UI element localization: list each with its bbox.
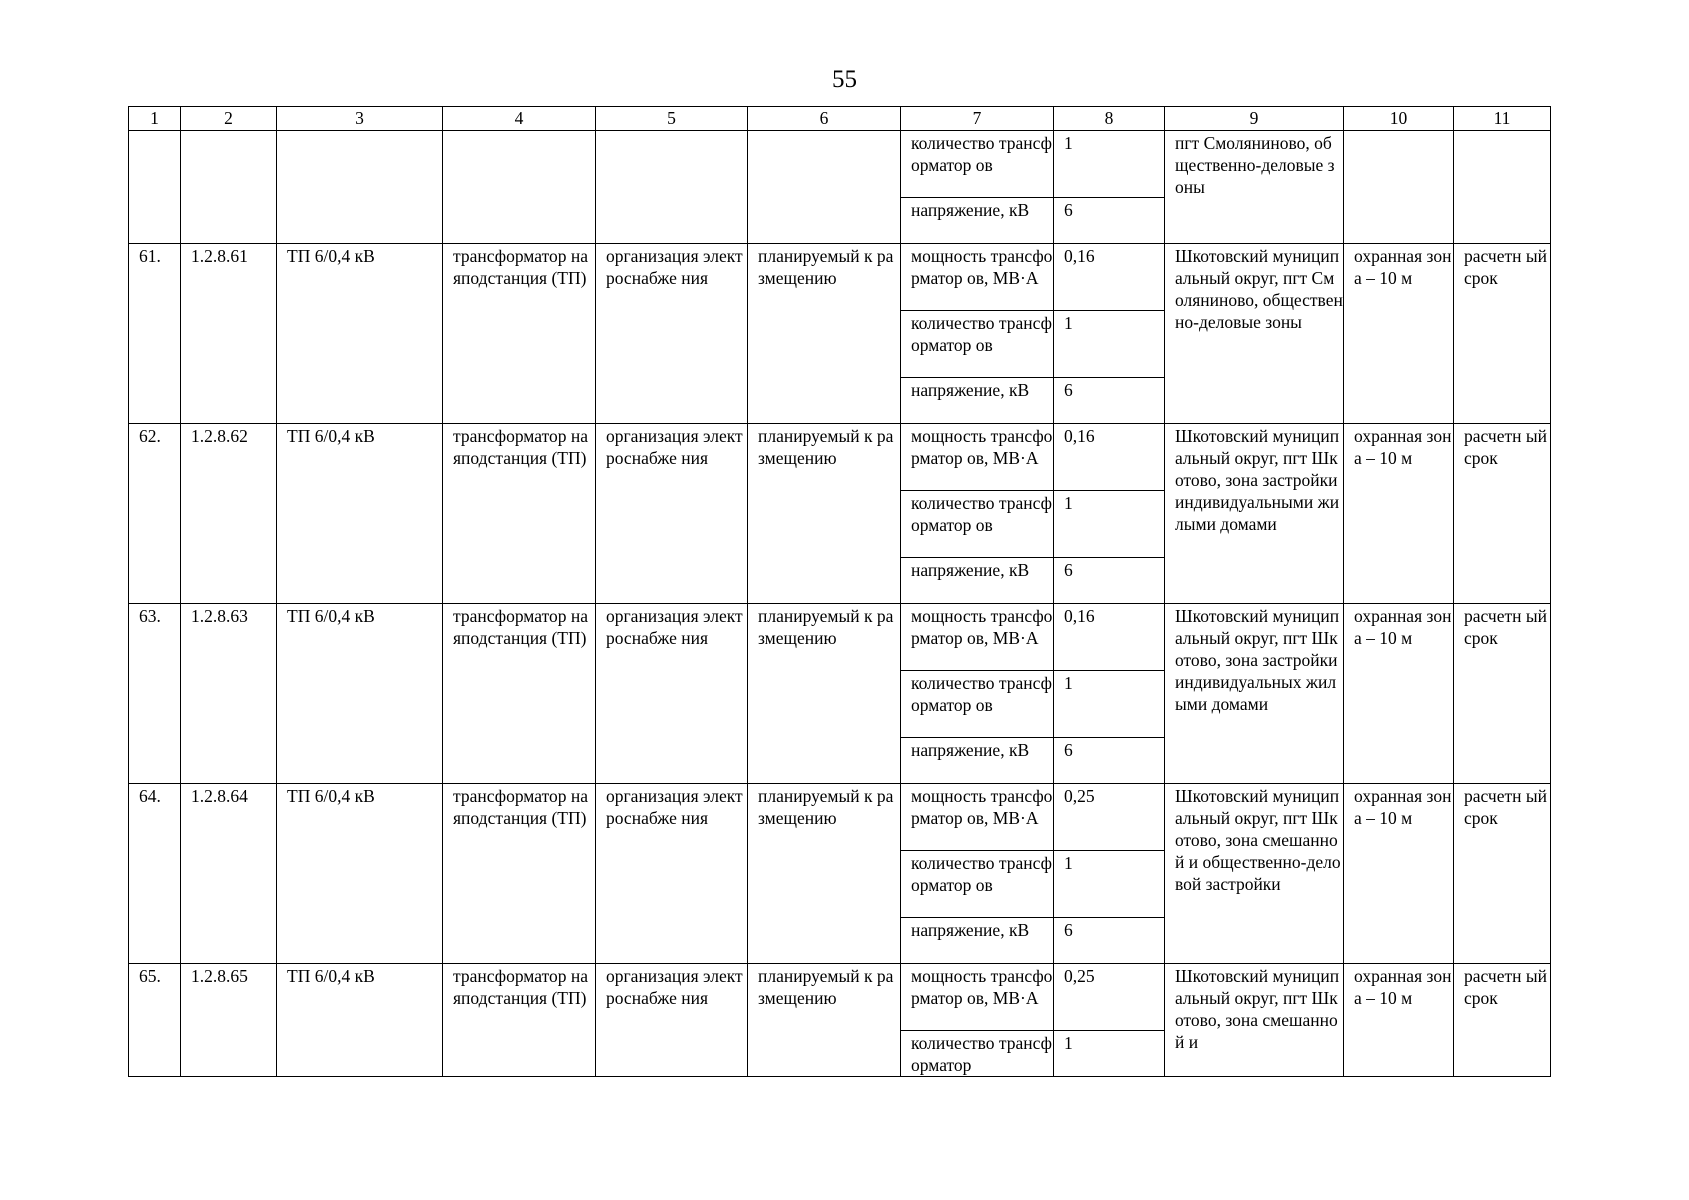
param-name-cell: мощность трансформатор ов, МВ·А: [901, 784, 1054, 851]
zone-cell: охранная зона – 10 м: [1344, 964, 1454, 1077]
header-cell: 9: [1165, 107, 1344, 131]
code-cell: 1.2.8.63: [181, 604, 277, 784]
object-type-cell: трансформатор наяподстанция (ТП): [443, 784, 596, 964]
param-name-cell: напряжение, кВ: [901, 918, 1054, 964]
continuation-row: [129, 131, 1551, 198]
zone-cell: охранная зона – 10 м: [1344, 604, 1454, 784]
row-number-cell: 63.: [129, 604, 181, 784]
term-cell: расчетн ый срок: [1454, 964, 1551, 1077]
zone-cell: охранная зона – 10 м: [1344, 424, 1454, 604]
row-number-cell: 62.: [129, 424, 181, 604]
header-cell: 5: [596, 107, 748, 131]
header-cell: 8: [1054, 107, 1165, 131]
object-name-cell: ТП 6/0,4 кВ: [277, 604, 443, 784]
param-value-cell: 0,16: [1054, 244, 1165, 311]
status-cell: планируемый к размещению: [748, 604, 901, 784]
empty-cell: [129, 131, 181, 244]
header-cell: 3: [277, 107, 443, 131]
row-number-cell: 64.: [129, 784, 181, 964]
param-name-cell: напряжение, кВ: [901, 738, 1054, 784]
location-cell: пгт Смоляниново, общественно-деловые зоны: [1165, 131, 1344, 244]
row-number-cell: 65.: [129, 964, 181, 1077]
empty-cell: [1454, 131, 1551, 244]
empty-cell: [277, 131, 443, 244]
param-value-cell: 1: [1054, 491, 1165, 558]
status-cell: планируемый к размещению: [748, 244, 901, 424]
table-row: [129, 784, 1551, 851]
purpose-cell: организация электроснабже ния: [596, 244, 748, 424]
param-value-cell: 0,16: [1054, 424, 1165, 491]
param-name-cell: напряжение, кВ: [901, 378, 1054, 424]
purpose-cell: организация электроснабже ния: [596, 784, 748, 964]
purpose-cell: организация электроснабже ния: [596, 964, 748, 1077]
param-name-cell: мощность трансформатор ов, МВ·А: [901, 244, 1054, 311]
table-row: [129, 604, 1551, 671]
purpose-cell: организация электроснабже ния: [596, 604, 748, 784]
code-cell: 1.2.8.64: [181, 784, 277, 964]
param-value-cell: 0,16: [1054, 604, 1165, 671]
header-row: [129, 107, 1551, 131]
header-cell: 1: [129, 107, 181, 131]
location-cell: Шкотовский муниципальный округ, пгт Шкотово, зона смешанной и общественно-деловой застройки: [1165, 784, 1344, 964]
param-name-cell: количество трансформатор ов: [901, 851, 1054, 918]
status-cell: планируемый к размещению: [748, 964, 901, 1077]
object-name-cell: ТП 6/0,4 кВ: [277, 784, 443, 964]
param-value-cell: 1: [1054, 311, 1165, 378]
empty-cell: [181, 131, 277, 244]
page-number: 55: [832, 66, 857, 93]
param-value-cell: 6: [1054, 198, 1165, 244]
empty-cell: [596, 131, 748, 244]
param-value-cell: 6: [1054, 918, 1165, 964]
purpose-cell: организация электроснабже ния: [596, 424, 748, 604]
row-number-cell: 61.: [129, 244, 181, 424]
param-name-cell: количество трансформатор: [901, 1031, 1054, 1077]
header-cell: 7: [901, 107, 1054, 131]
header-cell: 6: [748, 107, 901, 131]
term-cell: расчетн ый срок: [1454, 244, 1551, 424]
header-cell: 4: [443, 107, 596, 131]
table-row: [129, 424, 1551, 491]
zone-cell: охранная зона – 10 м: [1344, 784, 1454, 964]
param-value-cell: 6: [1054, 738, 1165, 784]
location-cell: Шкотовский муниципальный округ, пгт Шкотово, зона застройки индивидуальными жилыми домами: [1165, 424, 1344, 604]
status-cell: планируемый к размещению: [748, 784, 901, 964]
param-name-cell: мощность трансформатор ов, МВ·А: [901, 604, 1054, 671]
empty-cell: [443, 131, 596, 244]
object-name-cell: ТП 6/0,4 кВ: [277, 964, 443, 1077]
param-value-cell: 1: [1054, 671, 1165, 738]
empty-cell: [748, 131, 901, 244]
param-name-cell: количество трансформатор ов: [901, 311, 1054, 378]
param-name-cell: мощность трансформатор ов, МВ·А: [901, 964, 1054, 1031]
object-type-cell: трансформатор наяподстанция (ТП): [443, 244, 596, 424]
location-cell: Шкотовский муниципальный округ, пгт Шкотово, зона смешанной и: [1165, 964, 1344, 1077]
code-cell: 1.2.8.61: [181, 244, 277, 424]
table-row: [129, 244, 1551, 311]
param-name-cell: количество трансформатор ов: [901, 671, 1054, 738]
zone-cell: охранная зона – 10 м: [1344, 244, 1454, 424]
object-name-cell: ТП 6/0,4 кВ: [277, 424, 443, 604]
param-value-cell: 0,25: [1054, 964, 1165, 1031]
term-cell: расчетн ый срок: [1454, 784, 1551, 964]
param-value-cell: 0,25: [1054, 784, 1165, 851]
param-value-cell: 1: [1054, 131, 1165, 198]
code-cell: 1.2.8.62: [181, 424, 277, 604]
term-cell: расчетн ый срок: [1454, 424, 1551, 604]
param-name-cell: количество трансформатор ов: [901, 131, 1054, 198]
param-name-cell: количество трансформатор ов: [901, 491, 1054, 558]
param-name-cell: напряжение, кВ: [901, 198, 1054, 244]
table-row: [129, 964, 1551, 1031]
param-value-cell: 6: [1054, 378, 1165, 424]
object-type-cell: трансформатор наяподстанция (ТП): [443, 604, 596, 784]
header-cell: 2: [181, 107, 277, 131]
param-name-cell: напряжение, кВ: [901, 558, 1054, 604]
object-type-cell: трансформатор наяподстанция (ТП): [443, 964, 596, 1077]
param-value-cell: 1: [1054, 1031, 1165, 1077]
code-cell: 1.2.8.65: [181, 964, 277, 1077]
term-cell: расчетн ый срок: [1454, 604, 1551, 784]
object-type-cell: трансформатор наяподстанция (ТП): [443, 424, 596, 604]
planning-table: [128, 106, 1551, 1077]
header-cell: 10: [1344, 107, 1454, 131]
status-cell: планируемый к размещению: [748, 424, 901, 604]
location-cell: Шкотовский муниципальный округ, пгт Шкотово, зона застройки индивидуальных жилыми домами: [1165, 604, 1344, 784]
param-value-cell: 1: [1054, 851, 1165, 918]
header-cell: 11: [1454, 107, 1551, 131]
object-name-cell: ТП 6/0,4 кВ: [277, 244, 443, 424]
param-value-cell: 6: [1054, 558, 1165, 604]
param-name-cell: мощность трансформатор ов, МВ·А: [901, 424, 1054, 491]
location-cell: Шкотовский муниципальный округ, пгт Смоляниново, общественно-деловые зоны: [1165, 244, 1344, 424]
empty-cell: [1344, 131, 1454, 244]
